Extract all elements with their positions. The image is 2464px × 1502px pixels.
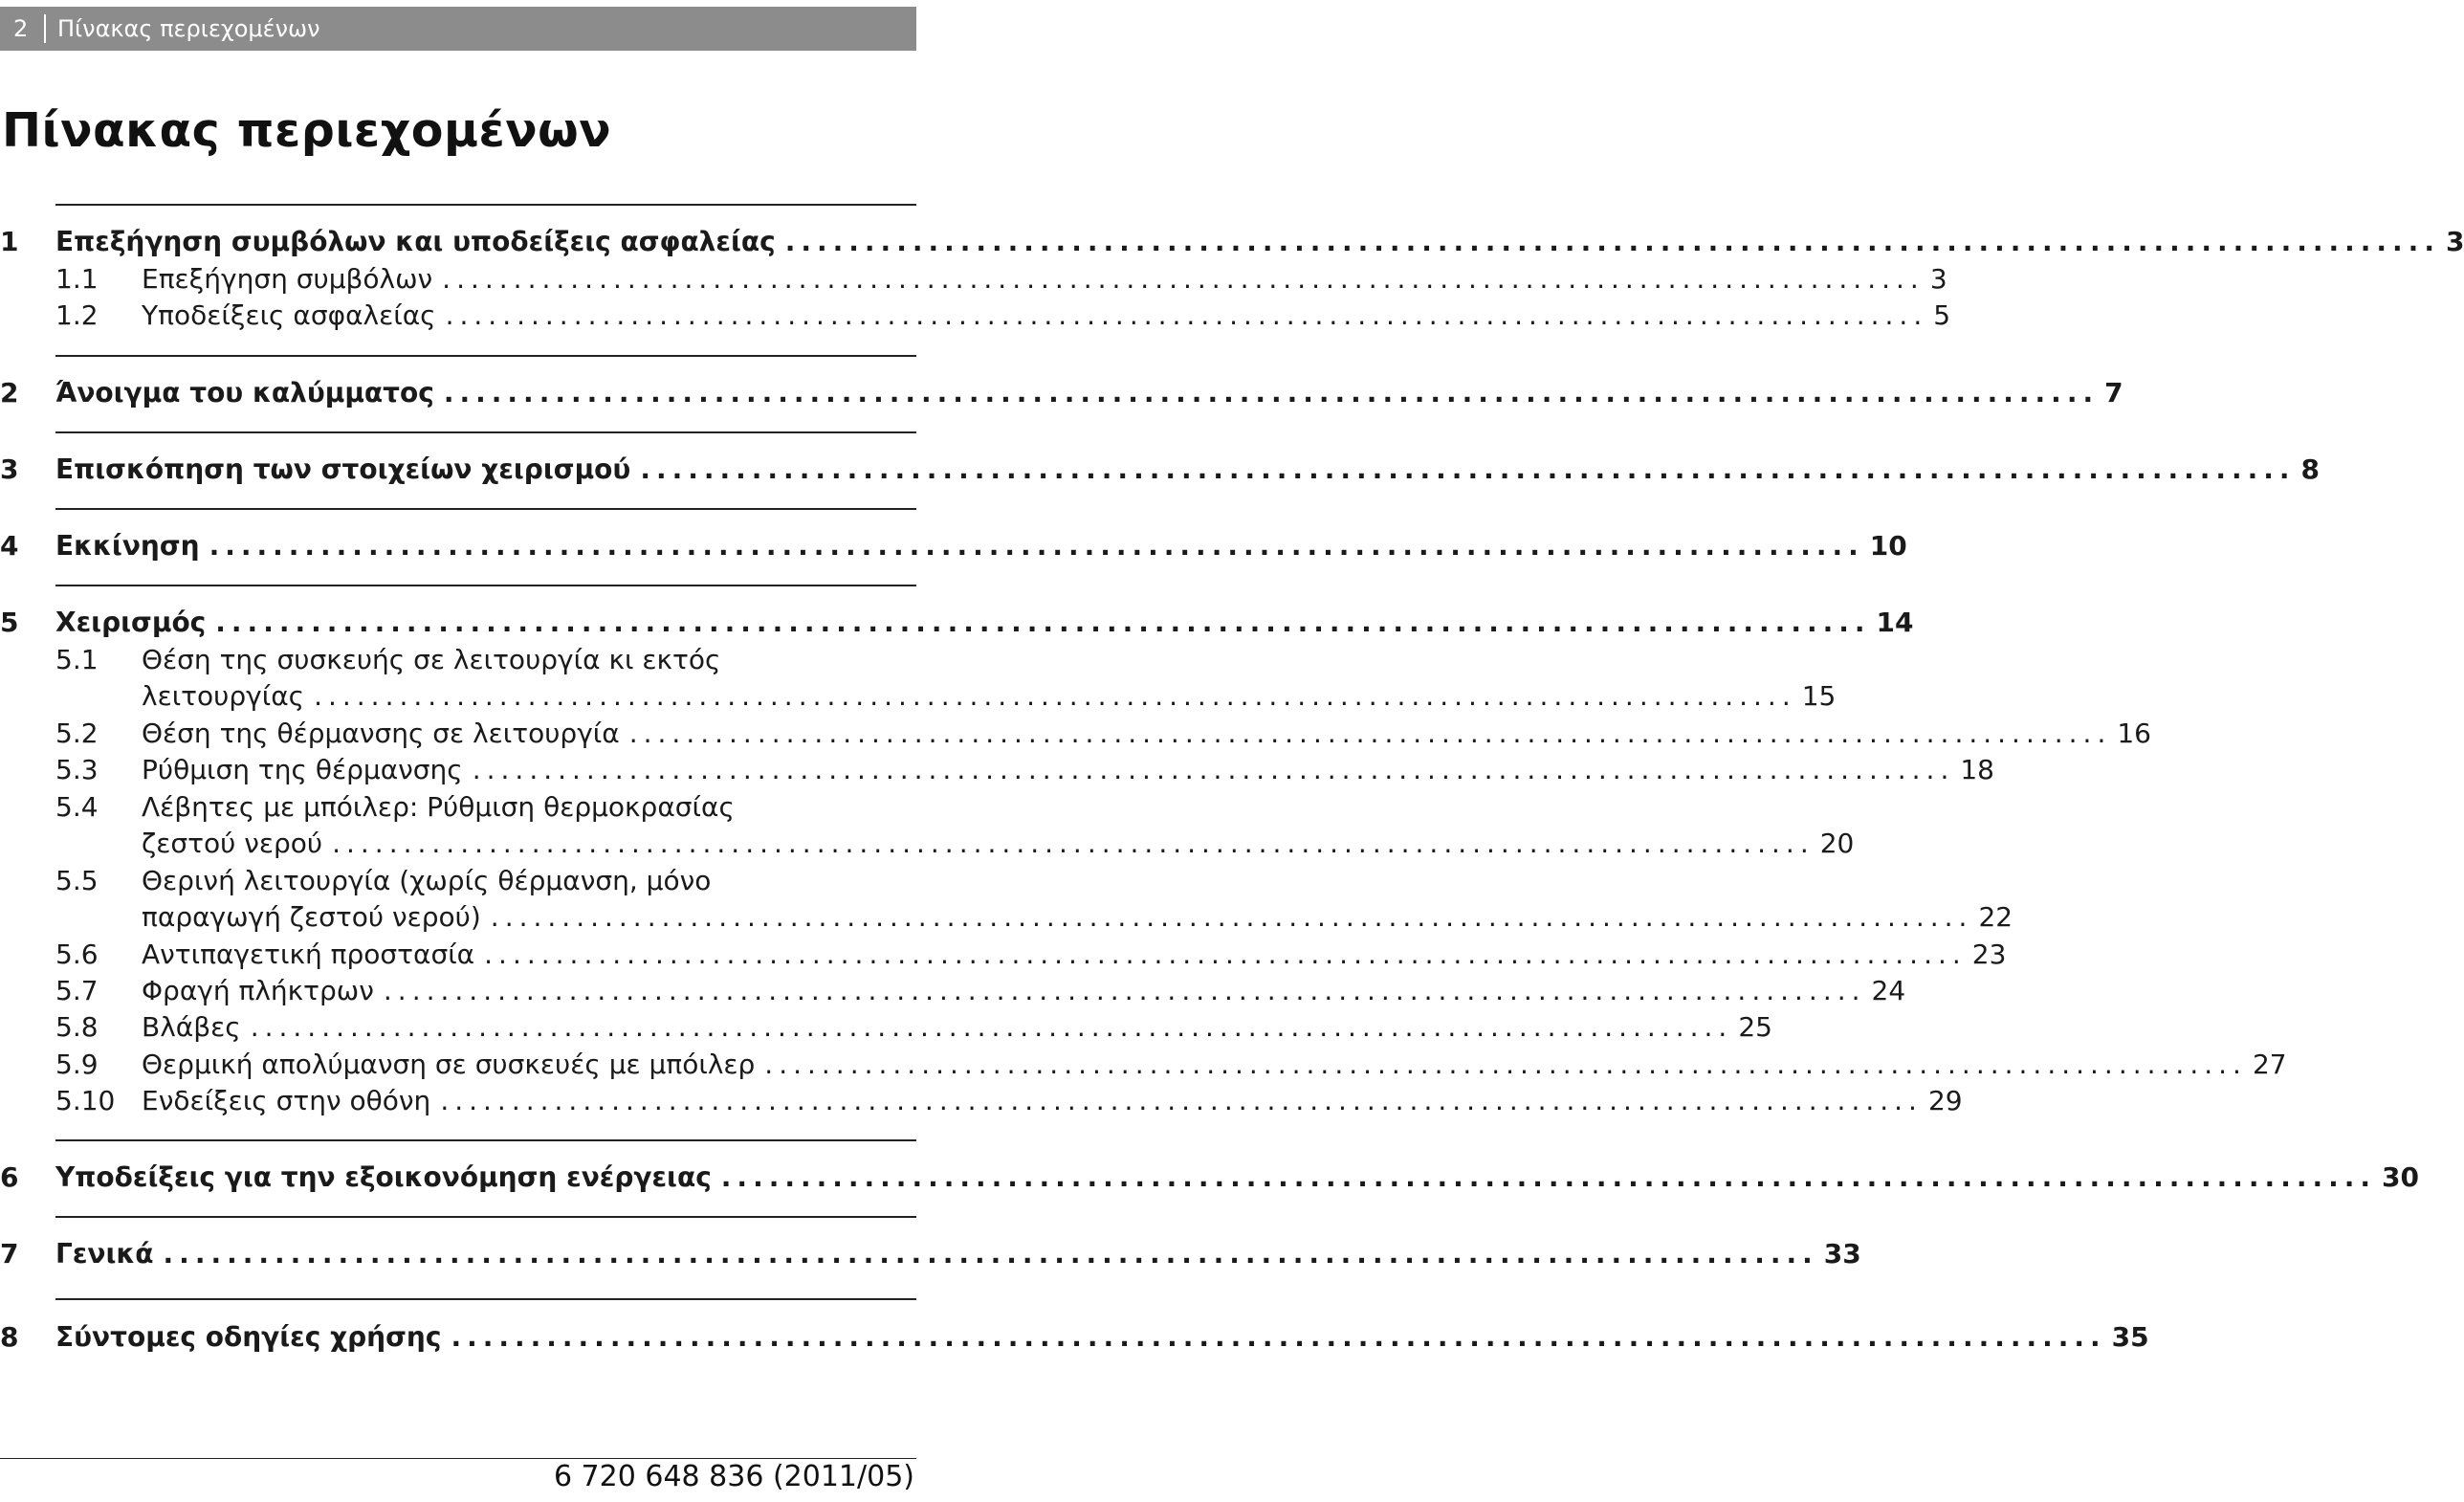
leader-dots: ........................................................................................................	[451, 1321, 2106, 1353]
chapter-number: 2	[0, 377, 19, 409]
leader-dots: ........................................................................................................	[209, 530, 1864, 562]
toc-entry-title-continued: λειτουργίας	[142, 680, 305, 712]
leader-dots: ........................................................................................................	[314, 680, 1796, 712]
toc-entry-1-1[interactable]	[55, 260, 1947, 298]
toc-entry-number: 5.3	[55, 754, 99, 785]
toc-entry-5-5-continued[interactable]	[55, 898, 2013, 937]
toc-entry-number: 5.6	[55, 939, 99, 970]
leader-dots: ........................................................................................................	[440, 1085, 1923, 1116]
header-divider	[44, 14, 46, 43]
toc-entry-title: Γενικά	[55, 1238, 154, 1270]
toc-entry-5-7[interactable]	[55, 972, 1906, 1010]
toc-page-number: 33	[1823, 1238, 1861, 1270]
toc-entry-5-9[interactable]	[55, 1046, 2287, 1084]
toc-entry-5-6[interactable]	[55, 936, 2007, 974]
toc-entry-number: 1.2	[55, 299, 99, 331]
leader-dots: ........................................................................................................	[640, 453, 2296, 485]
toc-entry-title: Αντιπαγετική προστασία	[142, 939, 475, 970]
toc-entry-number: 5.1	[55, 644, 99, 675]
toc-page-number: 15	[1801, 680, 1837, 712]
toc-entry-title-continued: παραγωγή ζεστού νερού)	[142, 901, 481, 933]
toc-entry-title: Βλάβες	[142, 1011, 241, 1043]
leader-dots: ........................................................................................................	[250, 1011, 1733, 1043]
header-page-number: 2	[13, 15, 29, 42]
chapter-divider	[55, 204, 916, 206]
chapter-number: 4	[0, 530, 19, 562]
toc-page-number: 25	[1738, 1011, 1772, 1043]
toc-page-number: 14	[1876, 607, 1914, 638]
toc-entry-chapter-1[interactable]	[55, 223, 2464, 261]
toc-entry-chapter-7[interactable]	[55, 1235, 1861, 1273]
toc-entry-title-continued: ζεστού νερού	[142, 828, 323, 859]
toc-page-number: 8	[2300, 453, 2321, 485]
toc-page-number: 23	[1971, 939, 2007, 970]
chapter-divider	[55, 585, 916, 586]
chapter-divider	[55, 508, 916, 510]
leader-dots: ........................................................................................................	[484, 939, 1967, 970]
toc-entry-number: 1.1	[55, 263, 99, 295]
toc-page-number: 10	[1869, 530, 1907, 562]
toc-page-number: 20	[1819, 828, 1855, 859]
toc-page-number: 3	[2445, 226, 2464, 257]
toc-entry-title: Θερινή λειτουργία (χωρίς θέρμανση, μόνο	[142, 865, 712, 896]
toc-entry-chapter-4[interactable]	[55, 527, 1907, 565]
toc-entry-5-8[interactable]	[55, 1008, 1772, 1047]
toc-entry-5-2[interactable]	[55, 715, 2151, 753]
leader-dots: ........................................................................................................	[720, 1161, 2377, 1193]
leader-dots: ........................................................................................................	[490, 901, 1973, 933]
chapter-number: 1	[0, 226, 19, 257]
toc-entry-title: Σύντομες οδηγίες χρήσης	[55, 1321, 442, 1353]
header-section-title: Πίνακας περιεχομένων	[57, 15, 320, 42]
toc-entry-5-4[interactable]	[55, 788, 916, 827]
toc-entry-title: Ενδείξεις στην οθόνη	[142, 1085, 431, 1116]
toc-entry-title: Υποδείξεις ασφαλείας	[142, 299, 436, 331]
toc-entry-title: Επεξήγηση συμβόλων	[142, 263, 433, 295]
toc-entry-5-3[interactable]	[55, 751, 1994, 789]
toc-entry-number: 5.9	[55, 1049, 99, 1080]
leader-dots: ........................................................................................................	[445, 299, 1928, 331]
toc-entry-title: Λέβητες με μπόιλερ: Ρύθμιση θερμοκρασίας	[142, 791, 735, 823]
leader-dots: ........................................................................................................	[784, 226, 2440, 257]
toc-page-number: 3	[1929, 263, 1947, 295]
toc-page-number: 24	[1871, 975, 1906, 1006]
chapter-divider	[55, 1298, 916, 1300]
toc-entry-title: Εκκίνηση	[55, 530, 200, 562]
leader-dots: ........................................................................................................	[163, 1238, 1818, 1270]
toc-entry-chapter-8[interactable]	[55, 1318, 2149, 1357]
leader-dots: ........................................................................................................	[215, 607, 1871, 638]
toc-page-number: 7	[2104, 377, 2123, 409]
chapter-divider	[55, 431, 916, 433]
toc-entry-number: 5.2	[55, 718, 99, 749]
chapter-number: 6	[0, 1161, 19, 1193]
toc-entry-title: Άνοιγμα του καλύμματος	[55, 377, 434, 409]
leader-dots: ........................................................................................................	[332, 828, 1815, 859]
toc-entry-title: Φραγή πλήκτρων	[142, 975, 374, 1006]
toc-entry-5-1-continued[interactable]	[55, 677, 1837, 716]
toc-entry-title: Θέση της θέρμανσης σε λειτουργία	[142, 718, 620, 749]
page-title: Πίνακας περιεχομένων	[2, 103, 612, 158]
toc-entry-chapter-6[interactable]	[55, 1159, 2419, 1197]
document-code: 6 720 648 836 (2011/05)	[553, 1460, 914, 1493]
toc-entry-number: 5.8	[55, 1011, 99, 1043]
toc-page-number: 16	[2117, 718, 2151, 749]
toc-entry-number: 5.5	[55, 865, 99, 896]
chapter-divider	[55, 1216, 916, 1218]
chapter-number: 3	[0, 453, 19, 485]
toc-entry-5-1[interactable]	[55, 641, 916, 679]
toc-page-number: 35	[2111, 1321, 2149, 1353]
leader-dots: ........................................................................................................	[443, 377, 2100, 409]
chapter-number: 7	[0, 1238, 19, 1270]
toc-entry-title: Χειρισμός	[55, 607, 207, 638]
toc-entry-title: Θέση της συσκευής σε λειτουργία κι εκτός	[142, 644, 721, 675]
toc-page-number: 30	[2382, 1161, 2419, 1193]
toc-entry-chapter-2[interactable]	[55, 374, 2123, 412]
leader-dots: ........................................................................................................	[472, 754, 1955, 785]
toc-entry-title: Επισκόπηση των στοιχείων χειρισμού	[55, 453, 631, 485]
toc-entry-5-5[interactable]	[55, 862, 916, 900]
toc-page-number: 29	[1927, 1085, 1963, 1116]
leader-dots: ........................................................................................................	[764, 1049, 2247, 1080]
toc-entry-title: Ρύθμιση της θέρμανσης	[142, 754, 463, 785]
footer-divider	[0, 1458, 916, 1459]
toc-entry-1-2[interactable]	[55, 297, 1951, 335]
chapter-number: 5	[0, 607, 19, 638]
toc-entry-chapter-5[interactable]	[55, 604, 1914, 642]
toc-page-number: 18	[1960, 754, 1994, 785]
toc-entry-number: 5.10	[55, 1085, 116, 1116]
toc-page-number: 27	[2252, 1049, 2287, 1080]
toc-entry-number: 5.7	[55, 975, 99, 1006]
leader-dots: ........................................................................................................	[628, 718, 2112, 749]
toc-entry-chapter-3[interactable]	[55, 451, 2321, 489]
toc-page-number: 22	[1978, 901, 2013, 933]
page-header	[0, 7, 916, 51]
toc-page-number: 5	[1933, 299, 1951, 331]
toc-entry-title: Θερμική απολύμανση σε συσκευές με μπόιλερ	[142, 1049, 756, 1080]
toc-entry-title: Επεξήγηση συμβόλων και υποδείξεις ασφαλείας	[55, 226, 776, 257]
toc-entry-5-10[interactable]	[55, 1082, 1963, 1120]
toc-entry-number: 5.4	[55, 791, 99, 823]
toc-entry-5-4-continued[interactable]	[55, 825, 1855, 863]
chapter-divider	[55, 1139, 916, 1141]
toc-entry-title: Υποδείξεις για την εξοικονόμηση ενέργειας	[55, 1161, 712, 1193]
chapter-divider	[55, 355, 916, 357]
chapter-number: 8	[0, 1321, 19, 1353]
leader-dots: ........................................................................................................	[442, 263, 1925, 295]
leader-dots: ........................................................................................................	[383, 975, 1866, 1006]
